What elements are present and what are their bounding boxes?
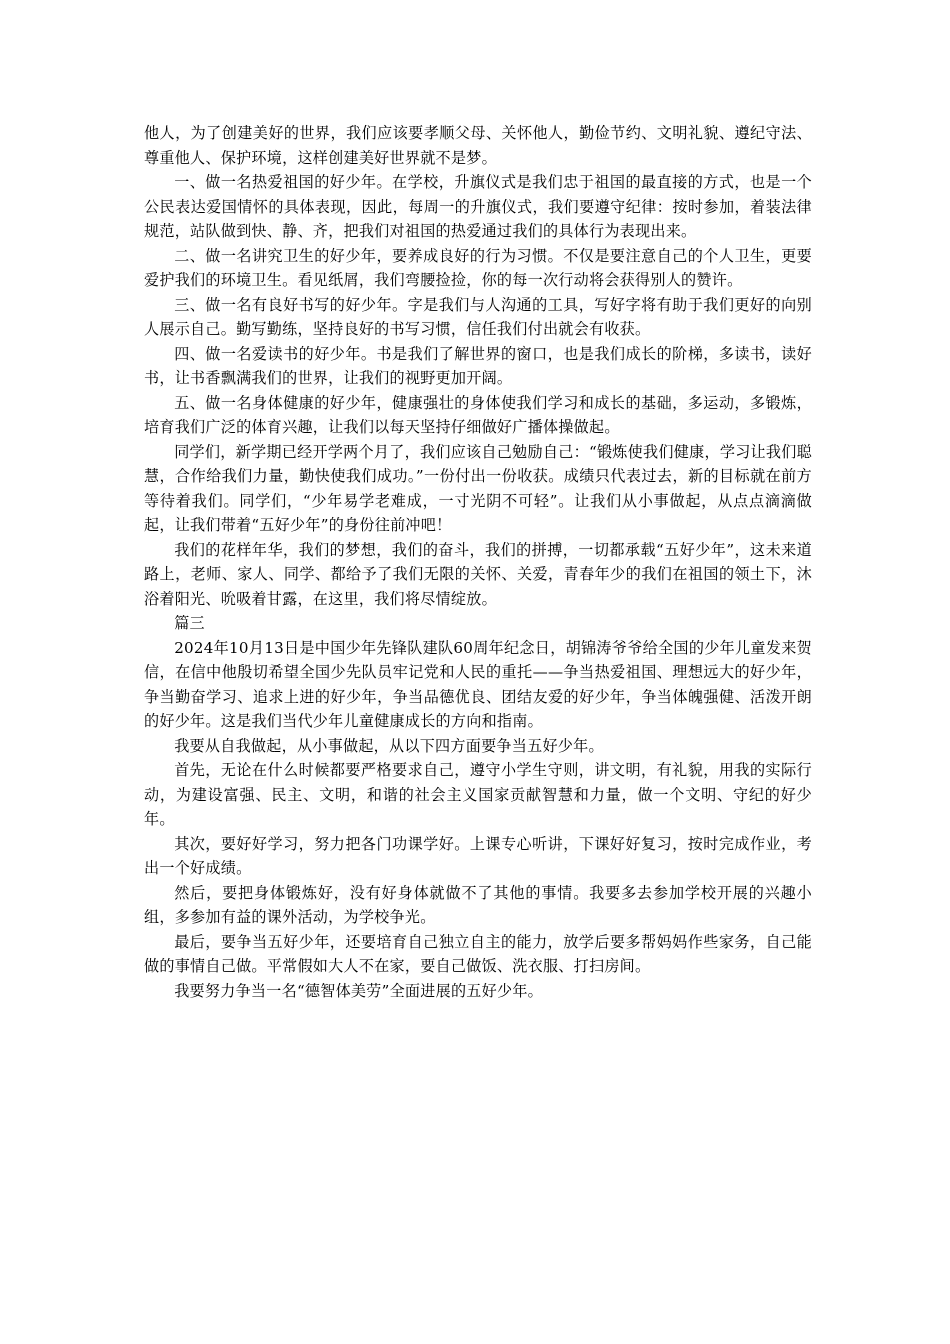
paragraph-point-three-writing: 三、做一名有良好书写的好少年。字是我们与人沟通的工具，写好字将有助于我们更好的向别人展示自己。勤写勤练，坚持良好的书写习惯，信任我们付出就会有收获。 [144, 295, 812, 338]
paragraph-second-aspect: 其次，要好好学习，努力把各门功课学好。上课专心听讲，下课好好复习，按时完成作业，考出一个好成绩。 [144, 834, 812, 877]
section-heading: 篇三 [174, 614, 205, 632]
paragraph-third-aspect: 然后，要把身体锻炼好，没有好身体就做不了其他的事情。我要多去参加学校开展的兴趣小组，多参加有益的课外活动，为学校争光。 [144, 883, 812, 926]
paragraph-fourth-aspect: 最后，要争当五好少年，还要培育自己独立自主的能力，放学后要多帮妈妈作些家务，自己能做的事情自己做。平常假如大人不在家，要自己做饭、洗衣服、打扫房间。 [144, 932, 812, 975]
paragraph-youth-dream: 我们的花样年华，我们的梦想，我们的奋斗，我们的拼搏，一切都承载“五好少年”，这未来道路上，老师、家人、同学、都给予了我们无限的关怀、关爱，青春年少的我们在祖国的领土下，沐浴着阳光、吮吸着甘露，在这里，我们将尽情绽放。 [144, 540, 812, 608]
paragraph-first-aspect: 首先，无论在什么时候都要严格要求自己，遵守小学生守则，讲文明，有礼貌，用我的实际行动，为建设富强、民主、文明，和谐的社会主义国家贡献智慧和力量，做一个文明、守纪的好少年。 [144, 761, 812, 828]
paragraph-anniversary: 2024年10月13日是中国少年先锋队建队60周年纪念日，胡锦涛爷爷给全国的少年儿童发来贺信，在信中他殷切希望全国少先队员牢记党和人民的重托——争当热爱祖国、理想远大的好少年，争当勤奋学习、追求上进的好少年，争当品德优良、团结友爱的好少年，争当体魄强健、活泼开朗的好少年。这是我们当代少年儿童健康成长的方向和指南。 [144, 638, 812, 730]
paragraph-continuation: 他人，为了创建美好的世界，我们应该要孝顺父母、关怀他人，勤俭节约、文明礼貌、遵纪守法、尊重他人、保护环境，这样创建美好世界就不是梦。 [144, 124, 812, 167]
paragraph-closing: 我要努力争当一名“德智体美劳”全面进展的五好少年。 [174, 981, 544, 1000]
paragraph-four-aspects-intro: 我要从自我做起，从小事做起，从以下四方面要争当五好少年。 [174, 736, 604, 755]
paragraph-point-five-health: 五、做一名身体健康的好少年，健康强壮的身体使我们学习和成长的基础，多运动，多锻炼，培育我们广泛的体育兴趣，让我们以每天坚持仔细做好广播体操做起。 [144, 393, 812, 436]
paragraph-point-one-patriotism: 一、做一名热爱祖国的好少年。在学校，升旗仪式是我们忠于祖国的最直接的方式，也是一个公民表达爱国情怀的具体表现，因此，每周一的升旗仪式，我们要遵守纪律：按时参加，着装法律规范，站队做到快、静、齐，把我们对祖国的热爱通过我们的具体行为表现出来。 [144, 173, 812, 240]
paragraph-classmates-appeal: 同学们，新学期已经开学两个月了，我们应该自己勉励自己：“锻炼使我们健康，学习让我们聪慧，合作给我们力量，勤快使我们成功。”一份付出一份收获。成绩只代表过去，新的目标就在前方等待着我们。同学们，“少年易学老难成，一寸光阴不可轻”。让我们从小事做起，从点点滴滴做起，让我们带着“五好少年”的身份往前冲吧！ [144, 442, 812, 534]
paragraph-point-four-reading: 四、做一名爱读书的好少年。书是我们了解世界的窗口，也是我们成长的阶梯，多读书，读好书，让书香飘满我们的世界，让我们的视野更加开阔。 [144, 344, 812, 387]
paragraph-point-two-hygiene: 二、做一名讲究卫生的好少年，要养成良好的行为习惯。不仅是要注意自己的个人卫生，更要爱护我们的环境卫生。看见纸屑，我们弯腰捡捡，你的每一次行动将会获得别人的赞许。 [144, 246, 812, 289]
document-body [144, 121, 812, 1003]
